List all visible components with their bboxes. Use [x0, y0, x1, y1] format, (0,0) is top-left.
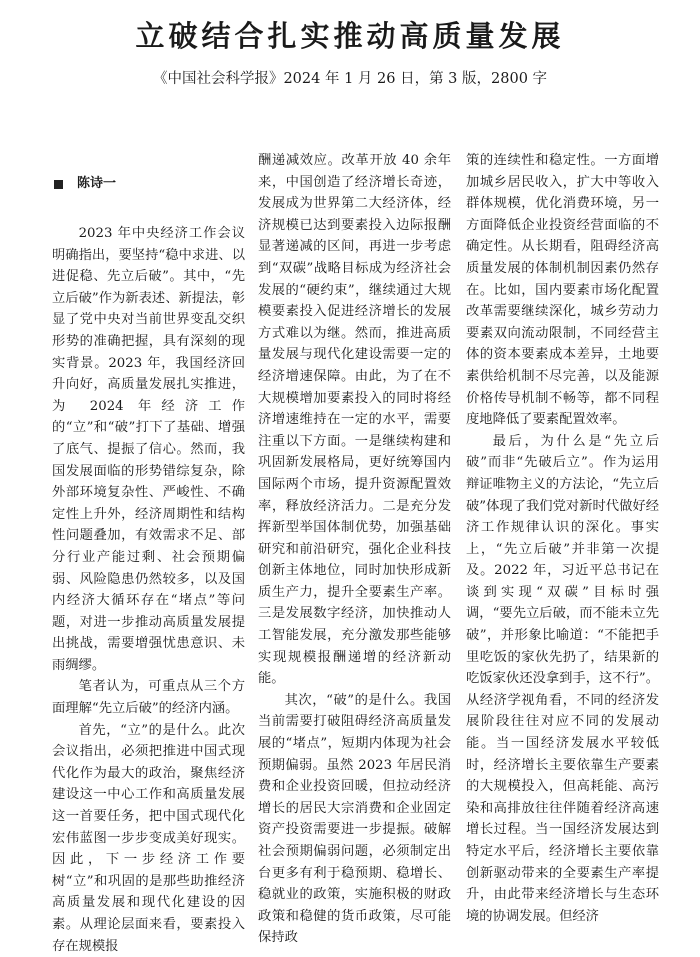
paragraph: 2023 年中央经济工作会议明确指出，要坚持“稳中求进、以进促稳、先立后破”。其中，“先立后破”作为新表述、新提法，彰显了党中央对当前世界变乱交织形势的准确把握，具有深刻的现实背景。2023 年，我国经济回升向好，高质量发展扎实推进，为 2024 年经济工作的“立”和“破”打下了基础、增强了底气、提振了信心。然而，我国发展面临的形势错综复杂，除外部环境复杂性、严峻性、不确定性上升外，经济周期性和结构性问题叠加，有效需求不足、部分行业产能过剩、社会预期偏弱、风险隐患仍然较多，以及国内经济大循环存在“堵点”等问题，对进一步推动高质量发展提出挑战，需要增强忧患意识、未雨绸缪。: [52, 226, 245, 673]
publication-source: 《中国社会科学报》2024 年 1 月 26 日，第 3 版，2800 字: [152, 71, 548, 87]
text-column-1: [52, 173, 245, 957]
square-bullet-icon: [54, 180, 63, 189]
author-name: 陈诗一: [77, 176, 117, 192]
paragraph: 首先，“立”的是什么。此次会议指出，必须把推进中国式现代化作为最大的政治，聚焦经济建设这一中心工作和高质量发展这一首要任务，把中国式现代化宏伟蓝图一步步变成美好现实。因此，下一步经济工作要树“立”和巩固的是那些助推经济高质量发展和现代化建设的因素。从理论层面来看，要素投入存在规模报: [52, 722, 245, 954]
author-line: [52, 173, 245, 195]
paragraph: 最后，为什么是“先立后破”而非“先破后立”。作为运用辩证唯物主义的方法论，“先立后破”体现了我们党对新时代做好经济工作规律认识的深化。事实上，“先立后破”并非第一次提及。2022 年，习近平总书记在谈到实现“双碳”目标时强调，“要先立后破，而不能未立先破”，并形象比喻道：“不能把手里吃饭的家伙先扔了，结果新的吃饭家伙还没拿到手，这不行”。从经济学视角看，不同的经济发展阶段往往对应不同的发展动能。当一国经济发展水平较低时，经济增长主要依靠生产要素的大规模投入，但高耗能、高污染和高排放往往伴随着经济高速增长过程。当一国经济发展达到特定水平后，经济增长主要依靠创新驱动带来的全要素生产率提升，由此带来经济增长与生态环境的协调发展。但经济: [466, 433, 659, 924]
paragraph: 笔者认为，可重点从三个方面理解“先立后破”的经济内涵。: [52, 679, 245, 717]
article-title: 立破结合扎实推动高质量发展: [135, 19, 565, 53]
text-column-2: [258, 150, 451, 949]
paragraph-continued: 酬递减效应。改革开放 40 余年来，中国创造了经济增长奇迹，发展成为世界第二大经济体，经济规模已达到要素投入边际报酬显著递减的区间，再进一步考虑到“双碳”战略目标成为经济社会发展的“硬约束”，继续通过大规模要素投入促进经济增长的发展方式难以为继。然而，推进高质量发展与现代化建设需要一定的经济增速保障。由此，为了在不大规模增加要素投入的同时将经济增速维持在一定的水平，需要注重以下方面。一是继续构建和巩固新发展格局，更好统筹国内国际两个市场，提升资源配置效率，释放经济活力。二是充分发挥新型举国体制优势，加强基础研究和前沿研究，强化企业科技创新主体地位，同时加快形成新质生产力，提升全要素生产率。三是发展数字经济，加快推动人工智能发展，充分激发那些能够实现规模报酬递增的经济新动能。: [258, 153, 451, 687]
paragraph: 其次，“破”的是什么。我国当前需要打破阻碍经济高质量发展的“堵点”，短期内体现为社会预期偏弱。虽然 2023 年居民消费和企业投资回暖，但拉动经济增长的居民大宗消费和企业固定资产投资需要进一步提振。破解社会预期偏弱问题，必须制定出台更多有利于稳预期、稳增长、稳就业的政策，实施积极的财政政策和稳健的货币政策，尽可能保持政: [258, 692, 451, 946]
paragraph-continued: 策的连续性和稳定性。一方面增加城乡居民收入，扩大中等收入群体规模，优化消费环境，另一方面降低企业投资经营面临的不确定性。从长期看，阻碍经济高质量发展的体制机制因素仍然存在。比如，国内要素市场化配置改革需要继续深化，城乡劳动力要素双向流动限制，不同经营主体的资本要素成本差异，土地要素供给机制不尽完善，以及能源价格传导机制不畅等，都不同程度地降低了要素配置效率。: [466, 153, 659, 428]
text-column-3: [466, 150, 659, 927]
